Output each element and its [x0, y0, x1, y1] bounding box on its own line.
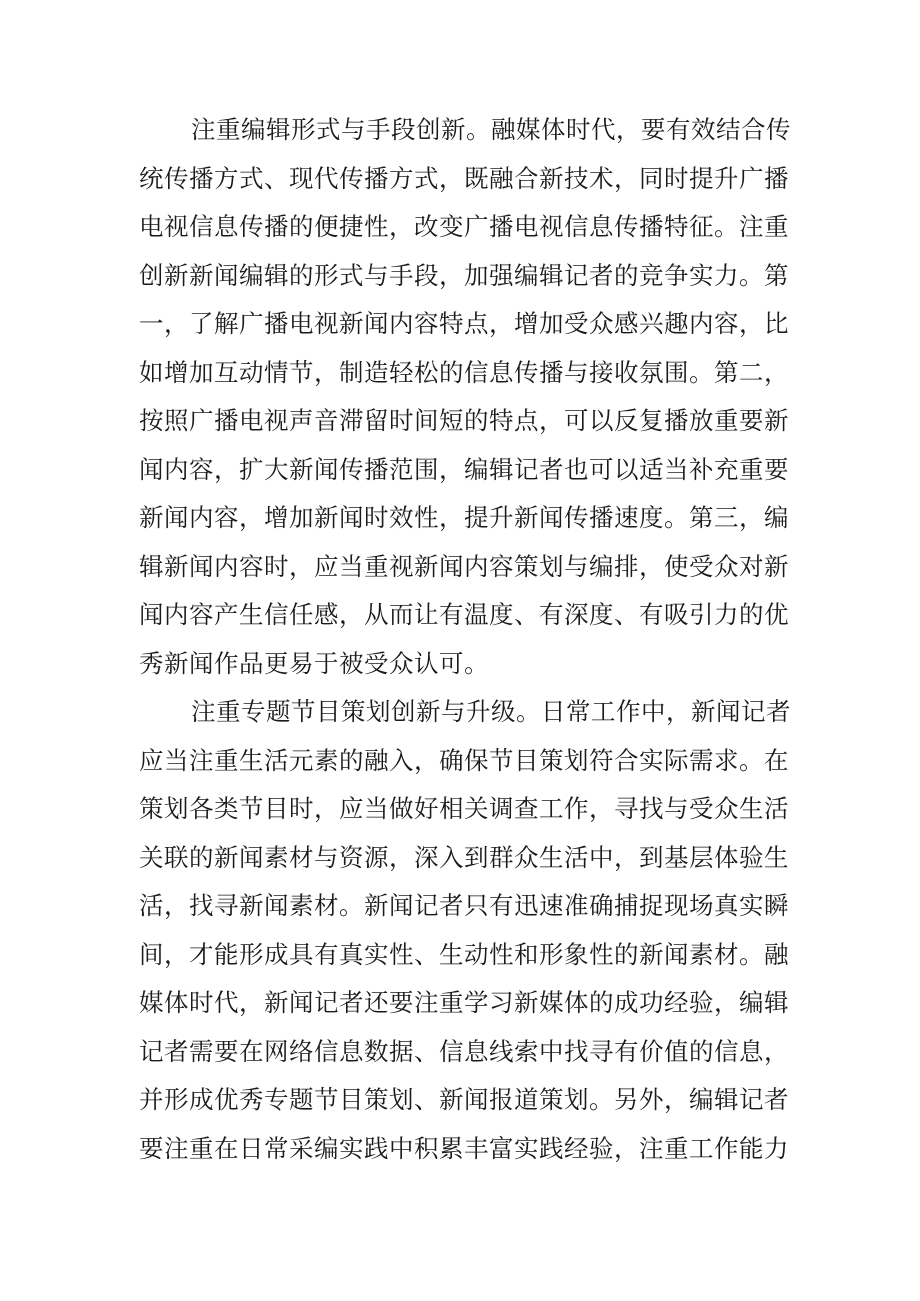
paragraph-line: 应当注重生活元素的融入，确保节目策划符合实际需求。在	[139, 745, 789, 775]
paragraph-line: 闻内容产生信任感，从而让有温度、有深度、有吸引力的优	[139, 600, 789, 629]
paragraph-line: 新闻内容，增加新闻时效性，提升新闻传播速度。第三，编	[139, 503, 789, 532]
paragraph-line: 要注重在日常采编实践中积累丰富实践经验，注重工作能力	[139, 1133, 789, 1163]
paragraph-line: 如增加互动情节，制造轻松的信息传播与接收氛围。第二，	[139, 357, 789, 387]
paragraph-line: 创新新闻编辑的形式与手段，加强编辑记者的竞争实力。第	[139, 260, 789, 290]
paragraph-line: 电视信息传播的便捷性，改变广播电视信息传播特征。注重	[139, 212, 789, 241]
paragraph-line: 一，了解广播电视新闻内容特点，增加受众感兴趣内容，比	[139, 309, 789, 338]
document-body	[139, 106, 789, 1173]
paragraph-special-programs	[139, 688, 789, 1173]
paragraph-line: 媒体时代，新闻记者还要注重学习新媒体的成功经验，编辑	[139, 988, 789, 1017]
paragraph-editing-innovation	[139, 106, 789, 688]
paragraph-line: 按照广播电视声音滞留时间短的特点，可以反复播放重要新	[139, 406, 789, 435]
paragraph-line: 间，才能形成具有真实性、生动性和形象性的新闻素材。融	[139, 939, 789, 969]
paragraph-line: 注重编辑形式与手段创新。融媒体时代，要有效结合传	[191, 115, 791, 144]
paragraph-line: 并形成优秀专题节目策划、新闻报道策划。另外，编辑记者	[139, 1085, 789, 1114]
paragraph-line: 秀新闻作品更易于被受众认可。	[139, 648, 489, 678]
paragraph-line: 辑新闻内容时，应当重视新闻内容策划与编排，使受众对新	[139, 551, 789, 581]
paragraph-line: 记者需要在网络信息数据、信息线索中找寻有价值的信息，	[139, 1036, 789, 1066]
paragraph-line: 活，找寻新闻素材。新闻记者只有迅速准确捕捉现场真实瞬	[139, 891, 789, 920]
paragraph-line: 注重专题节目策划创新与升级。日常工作中，新闻记者	[191, 697, 791, 726]
paragraph-line: 统传播方式、现代传播方式，既融合新技术，同时提升广播	[139, 163, 789, 193]
paragraph-line: 闻内容，扩大新闻传播范围，编辑记者也可以适当补充重要	[139, 454, 789, 484]
paragraph-line: 策划各类节目时，应当做好相关调查工作，寻找与受众生活	[139, 794, 789, 823]
paragraph-line: 关联的新闻素材与资源，深入到群众生活中，到基层体验生	[139, 842, 789, 872]
